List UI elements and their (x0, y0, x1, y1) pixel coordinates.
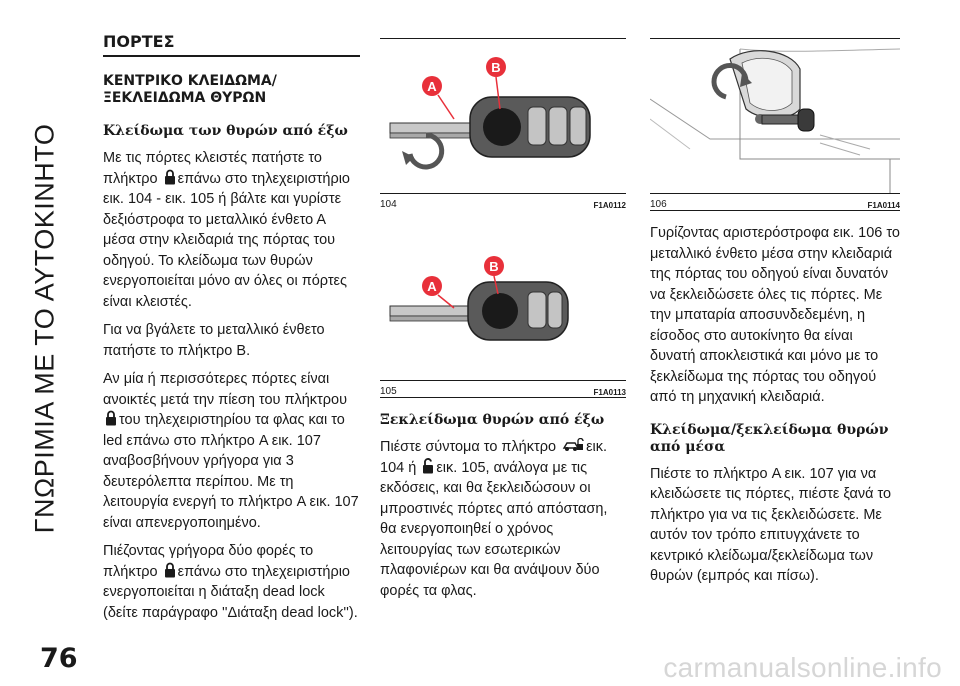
padlock-closed-icon (164, 169, 176, 185)
figure-number: 106 (650, 199, 667, 210)
fob-button-2 (549, 107, 567, 145)
key-button-b (483, 108, 521, 146)
footer-watermark: carmanualsonline.info (663, 652, 942, 683)
figure-106-caption (650, 193, 900, 210)
figure-code: F1A0113 (593, 388, 626, 397)
page-number: 76 (40, 643, 78, 674)
figure-number: 104 (380, 199, 397, 210)
figure-code: F1A0114 (867, 201, 900, 210)
label-a: A (427, 79, 437, 94)
column-2 (380, 38, 626, 609)
key-button-b (482, 293, 518, 329)
figure-105-caption (380, 380, 626, 397)
section-title: ΠΟΡΤΕΣ (103, 32, 360, 57)
figure-code: F1A0112 (593, 201, 626, 210)
column-3 (650, 38, 900, 595)
lock-outside-heading: Κλείδωμα των θυρών από έξω (103, 123, 348, 139)
chapter-side-title-text: ΓΝΩΡΙΜΙΑ ΜΕ ΤΟ ΑΥΤΟΚΙΝΗΤΟ (29, 123, 60, 533)
paragraph-mechanical-unlock: Γυρίζοντας αριστερόστροφα εικ. 106 το μεταλλικό ένθετο μέσα στην κλειδαριά της πόρτας του οδηγού είναι δυνατόν να ξεκλειδώσετε όλες τις πόρτες. Με την μπαταρία αποσυνδεδεμένη, η είσοδος στο αυτοκίνητο θα είναι δυνατή αποκλειστικά και μόνο με το ξεκλείδωμα της πόρτας του οδηγού από τη μηχανική κλειδαριά. (650, 225, 900, 405)
figure-104-caption (380, 193, 626, 210)
figure-104-image (380, 39, 626, 193)
label-b: B (491, 60, 501, 75)
central-locking-heading: ΚΕΝΤΡΙΚΟ ΚΛΕΙΔΩΜΑ/ ΞΕΚΛΕΙΔΩΜΑ ΘΥΡΩΝ (103, 73, 277, 106)
chapter-side-title (28, 18, 62, 638)
figure-104 (380, 38, 626, 210)
paragraph-doors-open: Αν μία ή περισσότερες πόρτες είναι ανοικτές μετά την πίεση του πλήκτρου του τηλεχειριστηρίου τα φλας και το led επάνω στο πλήκτρο A εικ. 107 αναβοσβήνουν γρήγορα για 3 δευτερόλεπτα περίπου. Με τη λειτουργία ενεργή το πλήκτρο A εικ. 107 είναι απενεργοποιημένο. (103, 371, 359, 531)
paragraph-inside-lock: Πιέστε το πλήκτρο A εικ. 107 για να κλειδώσετε τις πόρτες, πιέστε ξανά το πλήκτρο για να τις ξεκλειδώσετε. Με αυτόν τον τρόπο επιτυγχάνετε το κεντρικό κλείδωμα/ξεκλείδωμα των θυρών (εμπρός και πίσω). (650, 465, 892, 584)
padlock-closed-icon (164, 562, 176, 578)
paragraph-dead-lock: Πιέζοντας γρήγορα δύο φορές το πλήκτρο επάνω στο τηλεχειριστήριο ενεργοποιείται η διάταξη dead lock (δείτε παράγραφο ''Διάταξη dead lock''). (103, 543, 358, 621)
paragraph-remove-insert: Για να βγάλετε το μεταλλικό ένθετο πατήστε το πλήκτρο B. (103, 322, 325, 359)
fob-button-1 (528, 292, 546, 328)
column-1 (103, 30, 360, 631)
fob-button-3 (570, 107, 586, 145)
paragraph-unlock: Πιέστε σύντομα το πλήκτρο εικ. 104 ή εικ. 105, ανάλογα με τις εκδόσεις, και θα ξεκλειδώσουν οι μπροστινές πόρτες από απόσταση, θα ενεργοποιηθεί ο χρόνος λειτουργίας των εσωτερικών πλαφονιέρων και θα ανάψουν δύο φορές τα φλας. (380, 439, 608, 599)
padlock-open-icon (422, 458, 434, 474)
figure-number: 105 (380, 386, 397, 397)
fob-button-2 (548, 292, 562, 328)
label-b: B (489, 259, 499, 274)
unlock-outside-heading: Ξεκλείδωμα θυρών από έξω (380, 412, 605, 428)
key-in-lock (762, 115, 800, 124)
figure-106-image (650, 39, 900, 193)
padlock-closed-icon (105, 410, 117, 426)
figure-106 (650, 38, 900, 211)
figure-105-image (380, 220, 626, 380)
inside-lock-heading: Κλείδωμα/ξεκλείδωμα θυρών από μέσα (650, 421, 889, 455)
label-a: A (427, 279, 437, 294)
figure-105 (380, 220, 626, 398)
fob-button-1 (528, 107, 546, 145)
paragraph-lock: Με τις πόρτες κλειστές πατήστε το πλήκτρο επάνω στο τηλεχειριστήριο εικ. 104 - εικ. 105 ή βάλτε και γυρίστε δεξιόστροφα το μεταλλικό ένθετο Α μέσα στην κλειδαριά της πόρτας του οδηγού. Το κλείδωμα των θυρών ενεργοποιείται μόνο αν όλες οι πόρτες είναι κλειστές. (103, 150, 350, 310)
car-unlock-icon (562, 438, 584, 452)
